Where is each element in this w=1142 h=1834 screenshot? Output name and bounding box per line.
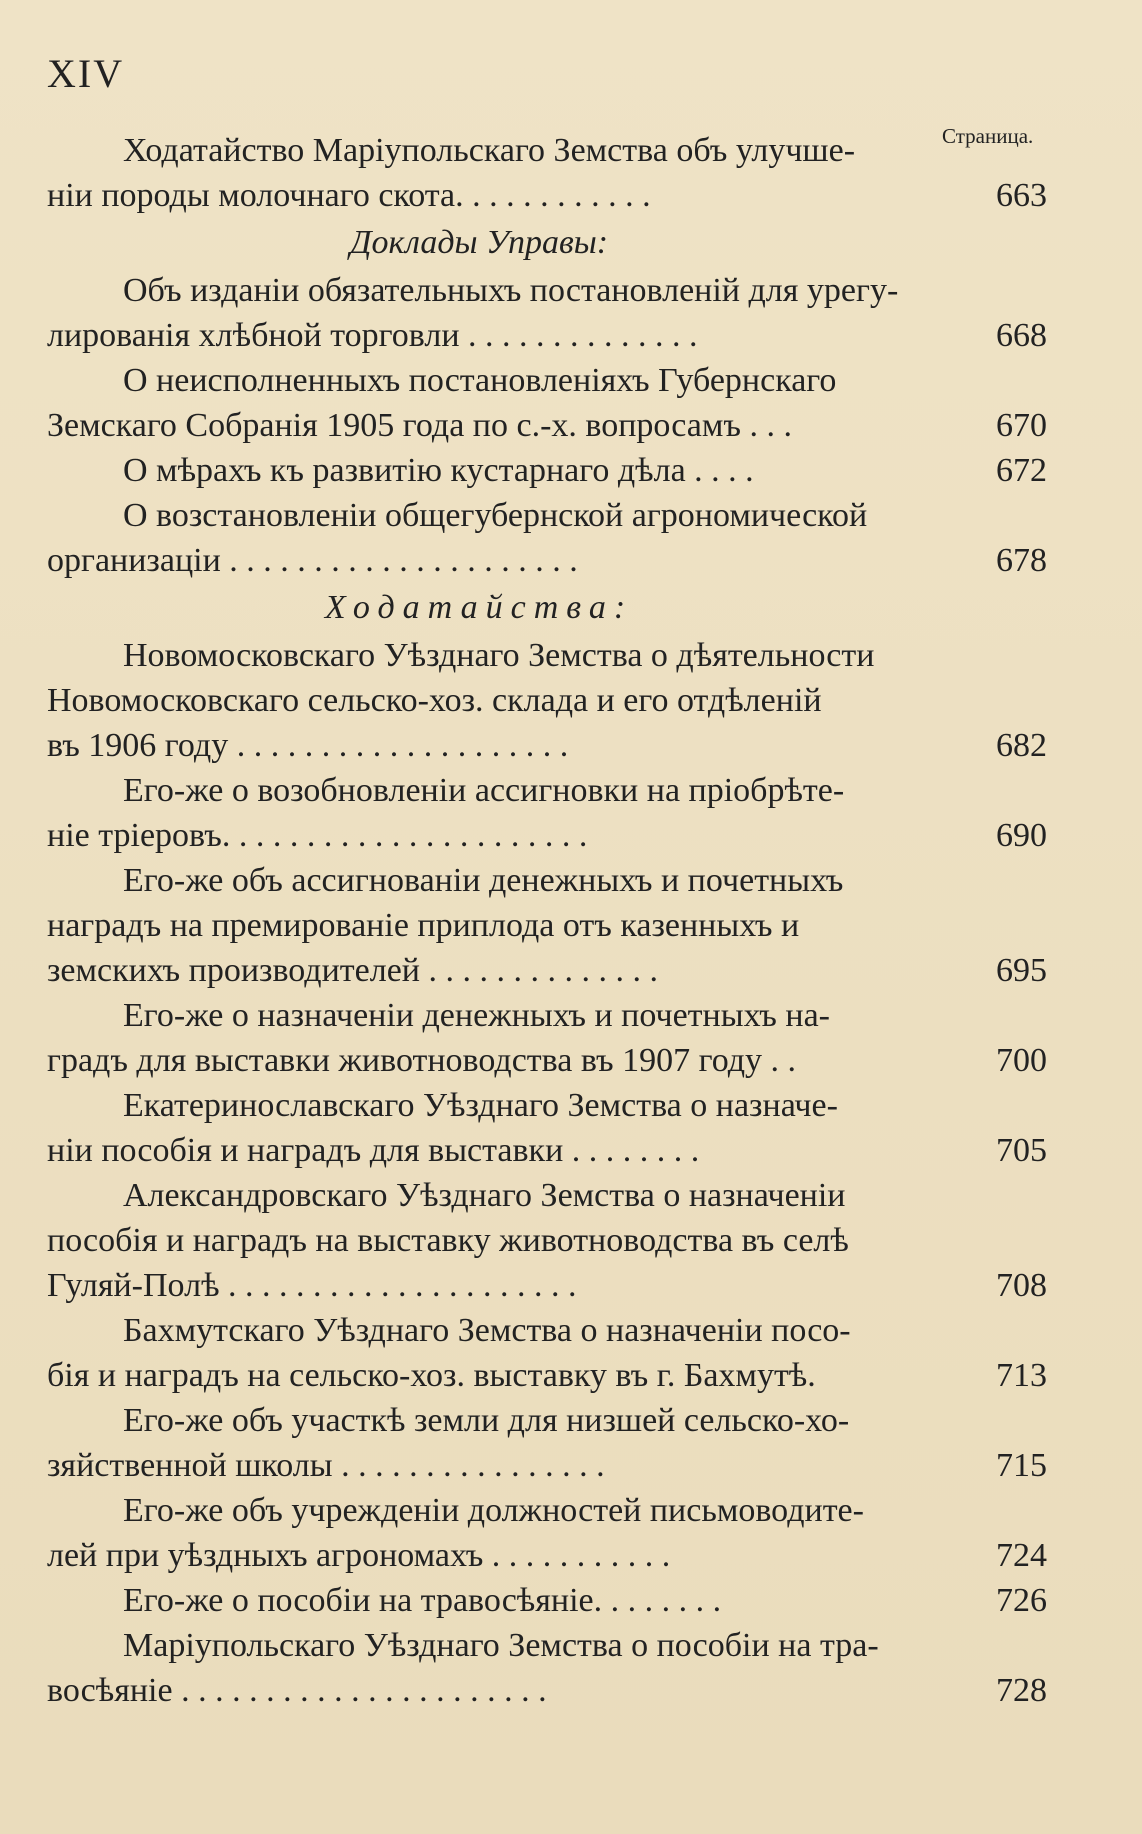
toc-line-text: ніи пособія и наградъ для выставки . . . . . . . . (47, 1132, 700, 1169)
toc-line (47, 1443, 1047, 1488)
toc-line-text: градъ для выставки животноводства въ 1907 году . . (47, 1042, 797, 1079)
toc-line (47, 358, 1047, 403)
toc-line (47, 403, 1047, 448)
toc-line-text: лированія хлѣбной торговли . . . . . . . . . . . . . . (47, 317, 698, 354)
toc-page-number: 724 (996, 1537, 1047, 1574)
toc-line-text: Его-же о пособіи на травосѣяніе. . . . . . . . (123, 1582, 722, 1619)
page-roman-numeral: XIV (47, 51, 125, 96)
toc-entry (47, 448, 1047, 493)
toc-page-number: 700 (996, 1042, 1047, 1079)
toc-line-text: Гуляй-Полѣ . . . . . . . . . . . . . . . . . . . . . (47, 1267, 577, 1304)
section-heading: Доклады Управы: (349, 224, 609, 261)
toc-page-number: 695 (996, 952, 1047, 989)
toc-line-text: въ 1906 году . . . . . . . . . . . . . . . . . . . . (47, 727, 569, 764)
toc-entry (47, 1308, 1047, 1398)
toc-line (47, 678, 1047, 723)
toc-line (47, 128, 1047, 173)
toc-line (47, 813, 1047, 858)
toc-entry (47, 1173, 1047, 1308)
toc-line-text: зяйственной школы . . . . . . . . . . . . . . . . (47, 1447, 605, 1484)
toc-line (47, 448, 1047, 493)
toc-page-number: 690 (996, 817, 1047, 854)
toc-line-text: Его-же объ учрежденіи должностей письмоводите- (123, 1492, 864, 1529)
toc-entry (47, 1398, 1047, 1488)
toc-line-text: восѣяніе . . . . . . . . . . . . . . . . . . . . . . (47, 1672, 547, 1709)
toc-page-number: 668 (996, 317, 1047, 354)
toc-entry (47, 1623, 1047, 1713)
toc-line (47, 948, 1047, 993)
toc-line (47, 993, 1047, 1038)
toc-line-text: земскихъ производителей . . . . . . . . . . . . . . (47, 952, 658, 989)
toc-line-text: Новомосковскаго сельско-хоз. склада и его отдѣленій (47, 682, 822, 719)
toc-page-number: 708 (996, 1267, 1047, 1304)
toc-line-text: ніе тріеровъ. . . . . . . . . . . . . . . . . . . . . . (47, 817, 588, 854)
toc-page-number: 705 (996, 1132, 1047, 1169)
toc-line-text: О мѣрахъ къ развитію кустарнаго дѣла . . . . (123, 452, 754, 489)
toc-line (47, 313, 1047, 358)
toc-line-text: пособія и наградъ на выставку животноводства въ селѣ (47, 1222, 849, 1259)
toc-line-text: Новомосковскаго Уѣзднаго Земства о дѣятельности (123, 637, 875, 674)
toc-line (47, 1038, 1047, 1083)
toc-line-text: Его-же объ ассигнованіи денежныхъ и почетныхъ (123, 862, 844, 899)
toc-entry (47, 493, 1047, 583)
toc-line (47, 1353, 1047, 1398)
toc-line-text: О возстановленіи общегубернской агрономической (123, 497, 868, 534)
toc-line (47, 1398, 1047, 1443)
section-heading: Ходатайства: (324, 589, 634, 626)
toc-entry (47, 128, 1047, 218)
toc-line (47, 1578, 1047, 1623)
toc-line (47, 1533, 1047, 1578)
toc-line-text: Земскаго Собранія 1905 года по с.-х. вопросамъ . . . (47, 407, 792, 444)
toc-line-text: Маріупольскаго Уѣзднаго Земства о пособіи на тра- (123, 1627, 879, 1664)
toc-line-text: О неисполненныхъ постановленіяхъ Губернскаго (123, 362, 837, 399)
toc-page-number: 728 (996, 1672, 1047, 1709)
toc-line (47, 268, 1047, 313)
toc-page-number: 713 (996, 1357, 1047, 1394)
toc-line-text: Екатеринославскаго Уѣзднаго Земства о назначе- (123, 1087, 838, 1124)
toc-line (47, 1263, 1047, 1308)
toc-page-number: 682 (996, 727, 1047, 764)
toc-entry (47, 1083, 1047, 1173)
toc-line (47, 768, 1047, 813)
toc-page-number: 678 (996, 542, 1047, 579)
toc-line-text: Александровскаго Уѣзднаго Земства о назначеніи (123, 1177, 846, 1214)
page-column-label: Страница. (942, 124, 1034, 148)
toc-line-text: Его-же о возобновленіи ассигновки на пріобрѣте- (123, 772, 845, 809)
toc-line (47, 1173, 1047, 1218)
toc-page-number: 663 (996, 177, 1047, 214)
toc-page-number: 726 (996, 1582, 1047, 1619)
toc-line (47, 723, 1047, 768)
toc-entry (47, 268, 1047, 358)
toc-entry (47, 633, 1047, 768)
toc-line (47, 1668, 1047, 1713)
toc-line-text: Его-же объ участкѣ земли для низшей сельско-хо- (123, 1402, 850, 1439)
toc-line-text: Ходатайство Маріупольскаго Земства объ улучше- (123, 132, 856, 169)
toc-line-text: организаціи . . . . . . . . . . . . . . . . . . . . . (47, 542, 578, 579)
toc-line-text: Его-же о назначеніи денежныхъ и почетныхъ на- (123, 997, 830, 1034)
toc-entry (47, 993, 1047, 1083)
toc-page-number: 715 (996, 1447, 1047, 1484)
toc-entry (47, 768, 1047, 858)
toc-line (47, 493, 1047, 538)
toc-line (47, 903, 1047, 948)
toc-line-text: ніи породы молочнаго скота. . . . . . . . . . . . (47, 177, 651, 214)
toc-page-number: 670 (996, 407, 1047, 444)
toc-line (47, 1218, 1047, 1263)
toc-line (47, 858, 1047, 903)
toc-line-text: лей при уѣздныхъ агрономахъ . . . . . . . . . . . (47, 1537, 671, 1574)
toc-entry (47, 358, 1047, 448)
toc-line (47, 633, 1047, 678)
toc-line (47, 1488, 1047, 1533)
toc-line (47, 1083, 1047, 1128)
toc-entry (47, 1578, 1047, 1623)
toc-page-number: 672 (996, 452, 1047, 489)
toc-line (47, 1623, 1047, 1668)
toc-line-text: Объ изданіи обязательныхъ постановленій для урегу- (123, 272, 899, 309)
toc-line-text: наградъ на премированіе приплода отъ казенныхъ и (47, 907, 800, 944)
toc-line-text: Бахмутскаго Уѣзднаго Земства о назначеніи посо- (123, 1312, 851, 1349)
toc-line (47, 173, 1047, 218)
toc-line (47, 1128, 1047, 1173)
toc-line (47, 1308, 1047, 1353)
toc-line-text: бія и наградъ на сельско-хоз. выставку въ г. Бахмутѣ. (47, 1357, 816, 1394)
toc-entry (47, 1488, 1047, 1578)
toc-content (47, 128, 1047, 1713)
toc-entry (47, 858, 1047, 993)
toc-line (47, 538, 1047, 583)
